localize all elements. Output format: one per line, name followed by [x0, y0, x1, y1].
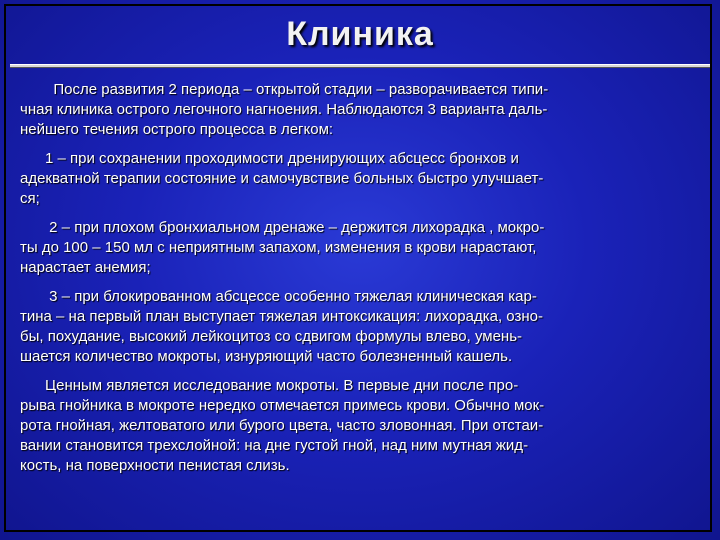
- text-line: рыва гнойника в мокроте нередко отмечается примесь крови. Обычно мок-: [20, 397, 545, 414]
- text-line: После развития 2 периода – открытой стадии – разворачивается типи-: [20, 81, 549, 98]
- paragraph-variant-2: [20, 218, 704, 278]
- text-line: адекватной терапии состояние и самочувствие больных быстро улучшает-: [20, 170, 544, 187]
- text-line: нарастает анемия;: [20, 259, 151, 276]
- text-line: рота гнойная, желтоватого или бурого цвета, часто зловонная. При отстаи-: [20, 417, 544, 434]
- paragraph-intro: [20, 80, 704, 140]
- slide-body: [20, 80, 704, 485]
- text-line: бы, похудание, высокий лейкоцитоз со сдвигом формулы влево, умень-: [20, 328, 523, 345]
- paragraph-variant-3: [20, 287, 704, 367]
- text-line: ся;: [20, 190, 40, 207]
- text-line: 2 – при плохом бронхиальном дренаже – держится лихорадка , мокро-: [20, 219, 545, 236]
- text-line: Ценным является исследование мокроты. В первые дни после про-: [20, 377, 519, 394]
- text-line: 3 – при блокированном абсцессе особенно тяжелая клиническая кар-: [20, 288, 537, 305]
- text-line: 1 – при сохранении проходимости дренирующих абсцесс бронхов и: [20, 150, 519, 167]
- text-line: кость, на поверхности пенистая слизь.: [20, 457, 290, 474]
- title-divider: [10, 64, 710, 68]
- paragraph-variant-1: [20, 149, 704, 209]
- text-line: тина – на первый план выступает тяжелая интоксикация: лихорадка, озно-: [20, 308, 543, 325]
- slide-title: Клиника: [286, 15, 434, 53]
- text-line: нейшего течения острого процесса в легком:: [20, 121, 334, 138]
- paragraph-sputum: [20, 376, 704, 476]
- text-line: вании становится трехслойной: на дне густой гной, над ним мутная жид-: [20, 437, 529, 454]
- text-line: шается количество мокроты, изнуряющий часто болезненный кашель.: [20, 348, 513, 365]
- text-line: ты до 100 – 150 мл с неприятным запахом, изменения в крови нарастают,: [20, 239, 537, 256]
- text-line: чная клиника острого легочного нагноения. Наблюдаются 3 варианта даль-: [20, 101, 548, 118]
